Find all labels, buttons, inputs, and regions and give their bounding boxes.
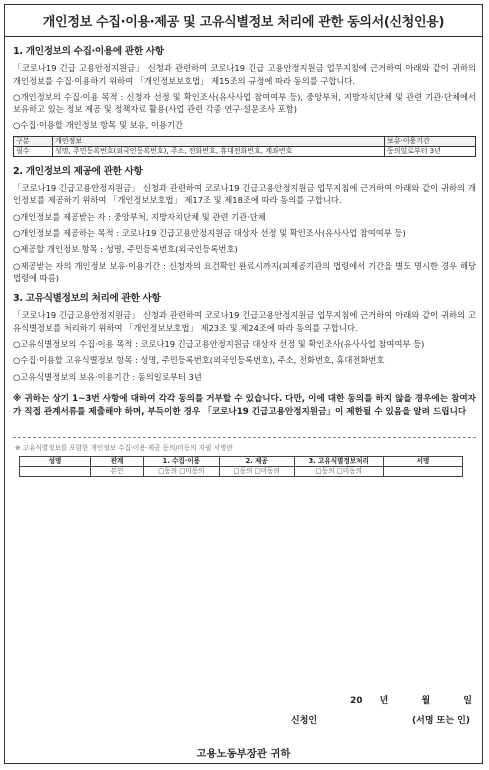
section-3-retention: ○고유식별정보의 보유·이용기간 : 동의일로부터 3년: [13, 371, 202, 382]
table-header-row: [14, 136, 476, 146]
section-unique-id: [13, 293, 476, 383]
signer-signature-hint: (서명 또는 인): [412, 716, 470, 726]
form-title: 개인정보 수집·이용·제공 및 고유식별정보 처리에 관한 동의서(신청인용): [5, 5, 482, 37]
form-body: [5, 46, 482, 477]
section-1-intro: 「코로나19 긴급 고용안정지원금」 신청과 관련하여 코로나19 긴급 고용안정지원금 업무지침에 근거하여 아래와 같이 귀하의 개인정보를 수집·이용하기 위하여 「개인정보보호법」 제15조의 규정에 따라 동의를 구합니다.: [13, 63, 476, 86]
date-day: 일: [463, 696, 472, 706]
signature-note: ※ 고유식별정보를 포함한 개인정보 수집·이용·제공 동의/미동의 자필 서명란: [15, 443, 233, 452]
date-year: 년: [379, 696, 389, 706]
signer-label: 신청인: [291, 716, 318, 726]
sig-relation-cell: 본인: [90, 466, 143, 476]
sig-provide-checkboxes[interactable]: □동의 □미동의: [219, 466, 294, 476]
col-type: 구분: [14, 136, 53, 146]
section-collection: [13, 46, 476, 157]
signature-header-row: [20, 456, 463, 466]
section-2-purpose: ○개인정보를 제공하는 목적 : 코로나19 긴급고용안정지원금 대상자 선정 및 확인조사(유사사업 참여여부 등): [13, 227, 406, 238]
section-1-items-title: ○수집·이용할 개인정보 항목 및 보유, 이용기간: [13, 120, 183, 131]
cell-personal-info: 성명, 주민등록번호(외국인등록번호), 주소, 전화번호, 휴대전화번호, 계좌번호: [53, 146, 385, 156]
signature-table: [19, 456, 463, 477]
section-1-heading: 1. 개인정보의 수집·이용에 관한 사항: [13, 46, 164, 57]
col-retention: 보유·이용기간: [385, 136, 476, 146]
sig-col-sign: 서명: [383, 456, 463, 466]
sig-col-collect: 1. 수집·이용: [144, 456, 219, 466]
consent-form: [4, 4, 483, 764]
section-3-heading: 3. 고유식별정보의 처리에 관한 사항: [13, 293, 161, 305]
date-year-prefix: 20: [349, 696, 363, 706]
sig-col-relation: 관계: [90, 456, 143, 466]
signature-box: [13, 437, 476, 477]
cell-retention: 동의일로부터 3년: [385, 146, 476, 156]
section-3-purpose: ○고유식별정보의 수집·이용 목적 : 코로나19 긴급고용안정지원금 대상자 선정 및 확인조사(유사사업 참여여부 등): [13, 339, 425, 350]
collection-items-table: [13, 136, 476, 157]
section-3-intro: 「코로나19 긴급고용안정지원금」 신청과 관련하여 코로나19 긴급고용안정지원금 업무지침에 근거하여 아래와 같이 귀하의 고유식별정보를 처리하기 위하여 「개인정보보호법」 제23조 및 제24조에 따라 동의를 구합니다.: [13, 310, 476, 333]
sig-name-field[interactable]: [20, 466, 91, 476]
table-row: [14, 146, 476, 156]
section-2-items: ○제공할 개인정보 항목 : 성명, 주민등록번호(외국인등록번호): [13, 244, 238, 255]
sig-col-unique: 3. 고유식별정보처리: [294, 456, 383, 466]
section-2-heading: 2. 개인정보의 제공에 관한 사항: [13, 165, 143, 177]
section-1-purpose: ○개인정보의 수집·이용 목적 : 신청자 선정 및 확인조사(유사사업 참여여부 등), 중앙부처, 지방자치단체 및 관련 기관·단체에서 보유하고 있는 정보 제공 및 정책자료 활용(사업 관련 각종 연구·설문조사 포함): [13, 91, 476, 115]
section-3-items: ○수집·이용할 고유식별정보 항목 : 성명, 주민등록번호(외국인등록번호), 주소, 전화번호, 휴대전화번호: [13, 355, 385, 366]
section-provision: [13, 166, 476, 284]
section-2-recipient: ○개인정보를 제공받는 자 : 중앙부처, 지방자치단체 및 관련 기관·단체: [13, 211, 266, 222]
sig-col-name: 성명: [20, 456, 91, 466]
cell-type: 필수: [14, 146, 53, 156]
date-month: 월: [421, 696, 431, 706]
sig-collect-checkboxes[interactable]: □동의 □미동의: [144, 466, 219, 476]
section-2-intro: 「코로나19 긴급고용안정지원금」 신청과 관련하여 코로나19 긴급고용안정지원금 업무지침에 근거하여 아래와 같이 귀하의 개인정보를 제공하기 위하여 「개인정보보호법」 제17조 및 제18조에 따라 동의를 구합니다.: [13, 183, 476, 206]
section-2-retention: ○제공받는 자의 개인정보 보유·이용기간 : 신청자의 요건확인 완료시까지(피제공기관의 법령에서 기간을 별도 명시한 경우 해당 법령에 따름): [13, 260, 476, 283]
sig-col-provide: 2. 제공: [219, 456, 294, 466]
refusal-notice: ※ 귀하는 상기 1~3번 사항에 대하여 각각 동의를 거부할 수 있습니다. 다만, 이에 대한 동의를 하지 않을 경우에는 참여자가 직접 관계서류를 제출해야 하며, 부득이한 경우 「코로나19 긴급고용안정지원금」이 제한될 수 있음을 알려 드립니다: [13, 393, 476, 417]
signature-row: [20, 466, 463, 476]
sig-signature-field[interactable]: [383, 466, 463, 476]
col-personal-info: 개인정보: [53, 136, 385, 146]
sig-unique-checkboxes[interactable]: □동의 □미동의: [294, 466, 383, 476]
date-line: [350, 693, 472, 706]
addressee: 고용노동부장관 귀하: [196, 748, 291, 760]
